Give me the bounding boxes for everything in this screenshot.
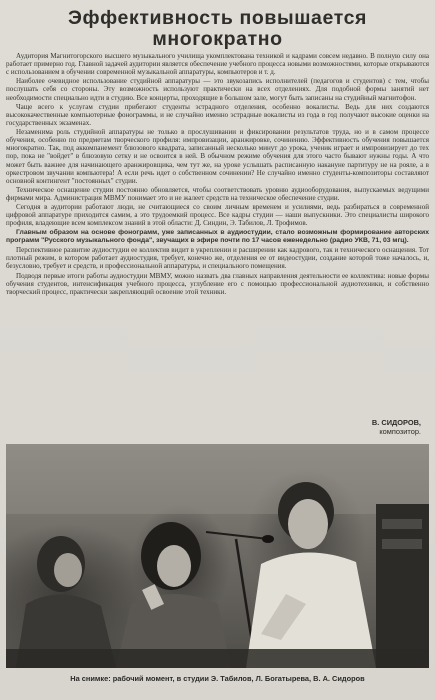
studio-photo bbox=[6, 444, 429, 668]
article-title-line-1: Эффективность повышается bbox=[67, 7, 368, 29]
article-body bbox=[6, 52, 429, 297]
author-signature bbox=[301, 418, 421, 436]
paragraph-1: Аудитория Магнитогорского высшего музыкального училища укомплектована техникой и кадрами совсем недавно. В полную силу она работает примерно год. Главной задачей аудитории является обеспечение учебного процесса новыми возможностями, которые открываются с использованием в обучении современной музыкальной аппаратуры, компьютеров и т. д. bbox=[6, 52, 429, 77]
author-name: В. СИДОРОВ, bbox=[371, 418, 421, 427]
author-role: композитор. bbox=[379, 427, 421, 436]
paragraph-4: Незаменима роль студийной аппаратуры не только в прослушивании и фиксировании результатов труда, но и в самом процессе обучения, особенно по предметам творческого профиля: импровизации, аранжировке, сочинению. Эффективность обучения повышается многократно. Так, под аккомпанемент блюзового квадрата, записанный несколько минут до урока, ученик играет и импровизирует до тех пор, пока не "войдет" в блюзовую сетку и не освоится в ней. В обычном режиме обучения для этого часто бывают нужны годы. А что может быть важнее для начинающего аранжировщика, чем тут же, на уроке услышать расписанную накануне партитуру не на рояле, а в оркестровом звучании компьютера! А если речь идет о собственном сочинении? Не случайно именно студенты-композиторы составляют основной контингент "постоянных" студии. bbox=[6, 128, 429, 185]
article-title-line-2: многократно bbox=[152, 28, 283, 50]
paragraph-5: Техническое оснащение студии постоянно обновляется, чтобы соответствовать уровню аудиооборудования, выпускаемых ведущими фирмами мира. Администрация МВМУ понимает это и не жалеет средств на техническое обеспечение студии. bbox=[6, 185, 429, 202]
paragraph-3: Чаще всего к услугам студии прибегают студенты эстрадного отделения, особенно вокалисты. Ведь для них создаются высококачественные компьютерные фонограммы, и не случайно именно эстрадные вокалисты из года в год получают высокие оценки на государственных экзаменах. bbox=[6, 102, 429, 127]
photo-caption: На снимке: рабочий момент, в студии Э. Табилов, Л. Богатырева, В. А. Сидоров bbox=[70, 674, 365, 683]
paragraph-6: Сегодня в аудитории работают люди, не считающиеся со своим личным временем и усилиями, ведь разбираться в современной цифровой аппаратуре приходится самим, а это трудоемкий процесс. Все кадры студии — наши выпускники. Это специалисты широкого профиля, владеющие всем комплексом знаний в этой области: Д. Синдин, Э. Табилов, Л. Трофимов. bbox=[6, 203, 429, 228]
paragraph-7: Главным образом на основе фонограмм, уже записанных в аудиостудии, стало возможным формирование авторских программ "Русского музыкального фонда", звучащих в эфире почти по 17 часов еженедельно (радио УКВ, 71, 03 мгц). bbox=[6, 228, 429, 244]
paragraph-9: Подводя первые итоги работы аудиостудии МВМУ, можно назвать два главных направления деятельности ее коллектива: новые формы обучения студентов, интенсификация учебного процесса, углубление его с помощью профессиональной аудиотехники, и собственно творческий процесс, практически закрепляющий освоение этой техники. bbox=[6, 271, 429, 296]
studio-photo-illustration bbox=[6, 444, 429, 668]
article-title bbox=[10, 8, 425, 50]
paragraph-2: Наиболее очевидное использование студийной аппаратуры — это звукозапись исполнителей (педагогов и студентов) с тем, чтобы послушать себя со стороны. Эту возможность используют практически на всех отделениях. Для подобной формы занятий нет необходимости специально идти в студию. Все концерты, проходящие в большом зале, могут быть записаны на студийный магнитофон. bbox=[6, 77, 429, 102]
paragraph-8: Перспективное развитие аудиостудии ее коллектив видит в укреплении и расширении как кадрового, так и технического оснащения. Тот плотный режим, в котором работает аудиостудия, требует, конечно же, отделения ее от видеостудии, создание которой тоже началось, и, безусловно, требует и средств, и профессиональной аппаратуры, и специального помещения. bbox=[6, 246, 429, 271]
